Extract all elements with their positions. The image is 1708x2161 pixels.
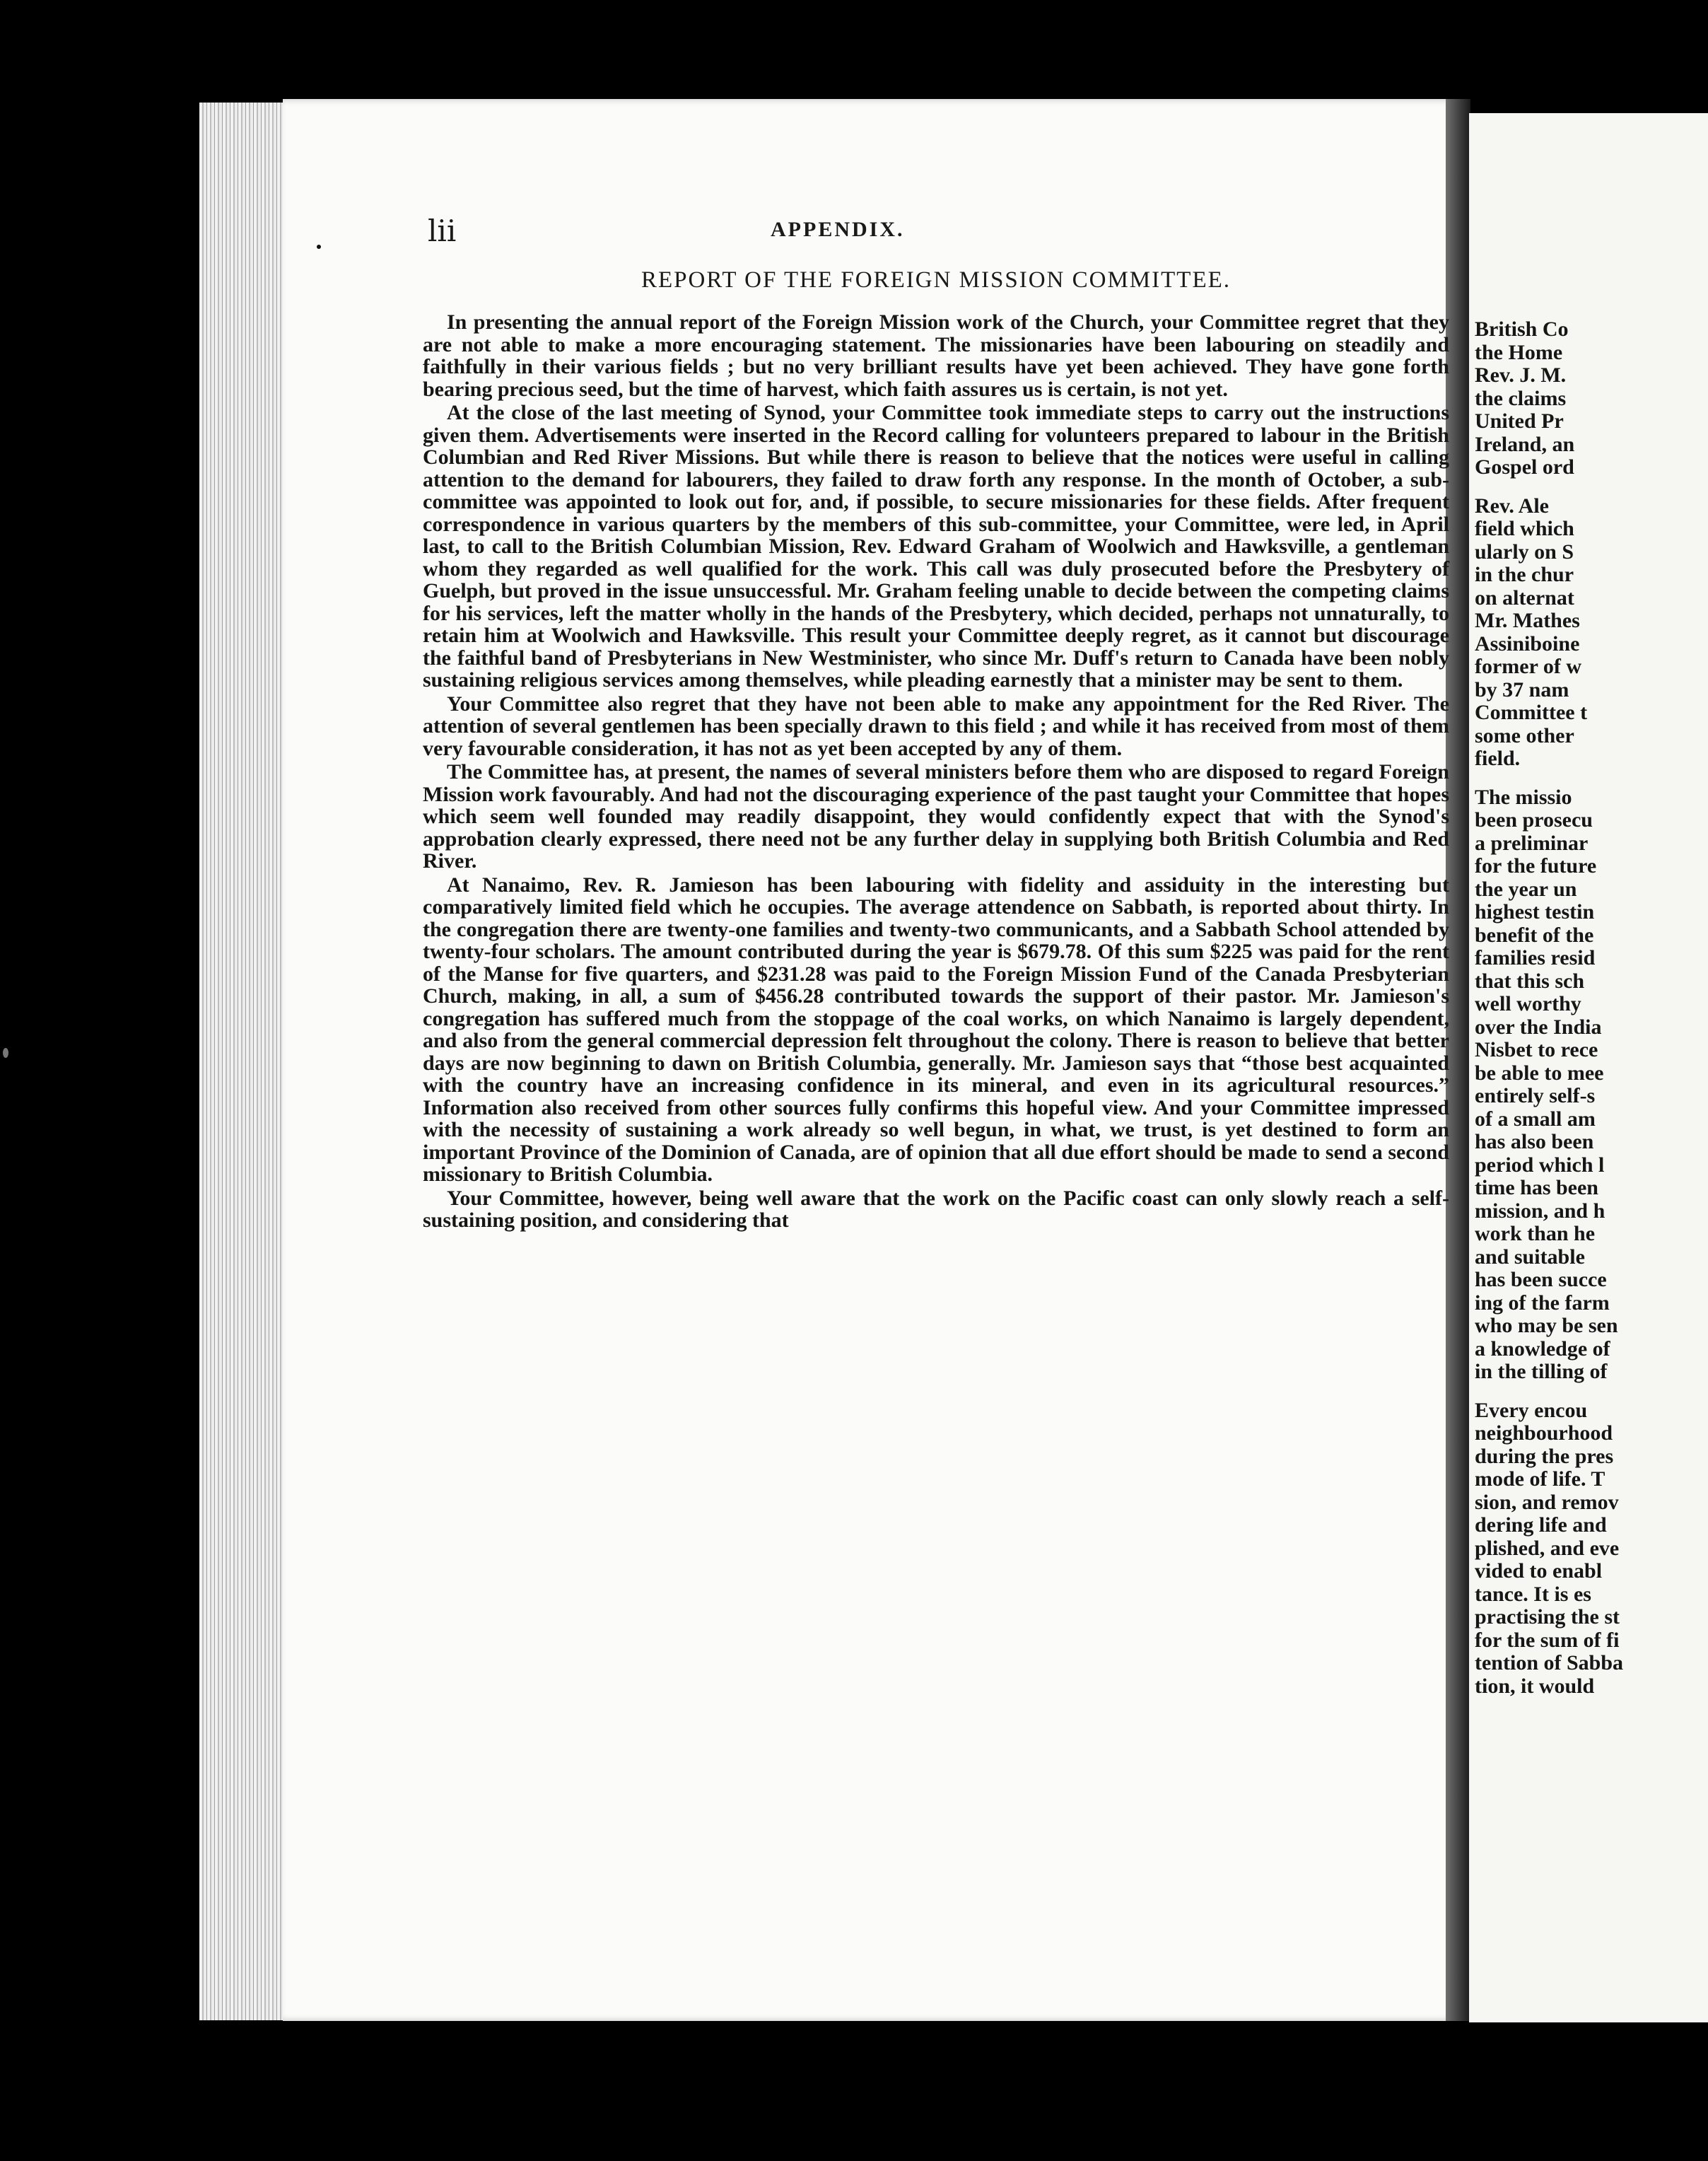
right-page-line: that this sch bbox=[1475, 969, 1585, 993]
paragraph: Your Committee also regret that they have not been able to make any appointment for the Red River. The attention of several gentlemen has been specially drawn to this field ; and while it has received from most of them very favourable consideration, it has not as yet been accepted by any of them. bbox=[423, 692, 1449, 760]
right-page-line: former of w bbox=[1475, 655, 1582, 678]
right-page-line: Rev. J. M. bbox=[1475, 363, 1567, 387]
right-page-line: Every encou bbox=[1475, 1398, 1588, 1422]
right-page-line: United Pr bbox=[1475, 409, 1564, 433]
right-page-line: in the tilling of bbox=[1475, 1360, 1608, 1383]
report-title: REPORT OF THE FOREIGN MISSION COMMITTEE. bbox=[640, 267, 1232, 293]
dust-speck bbox=[3, 1048, 8, 1058]
page-header bbox=[0, 214, 1708, 256]
right-page-line: in the chur bbox=[1475, 563, 1574, 586]
paragraph-gap bbox=[1475, 479, 1708, 495]
right-page-line: ing of the farm bbox=[1475, 1291, 1610, 1315]
right-page-line: neighbourhood bbox=[1475, 1421, 1613, 1445]
right-page-line: field. bbox=[1475, 747, 1521, 770]
right-page-line: over the India bbox=[1475, 1015, 1602, 1039]
right-page-line: work than he bbox=[1475, 1222, 1596, 1245]
right-page-line: a preliminar bbox=[1475, 831, 1589, 855]
right-page-line: well worthy bbox=[1475, 992, 1581, 1015]
right-page-line: Rev. Ale bbox=[1475, 494, 1549, 518]
paragraph: The Committee has, at present, the names of several ministers before them who are disposed to regard Foreign Mission work favourably. And had not the discouraging experience of the past taught your Committee that hopes which seem well founded may readily disappoint, they would confidently expect that with the Synod's approbation clearly expressed, there need not be any further delay in supplying both British Columbia and Red River. bbox=[423, 760, 1449, 873]
paragraph: Your Committee, however, being well aware that the work on the Pacific coast can only slowly reach a self-sustaining position, and considering that bbox=[423, 1186, 1449, 1232]
paragraph-gap bbox=[1475, 1384, 1708, 1399]
right-page-line: mode of life. T bbox=[1475, 1467, 1605, 1491]
right-page-line: during the pres bbox=[1475, 1444, 1614, 1468]
page-number: lii bbox=[428, 214, 457, 248]
right-page-line: Ireland, an bbox=[1475, 432, 1575, 456]
right-page-line: a knowledge of bbox=[1475, 1336, 1610, 1361]
right-page-line: Nisbet to rece bbox=[1475, 1038, 1598, 1061]
right-page-line: on alternat bbox=[1475, 586, 1574, 610]
right-page-line: by 37 nam bbox=[1475, 677, 1569, 701]
right-page-line: has also been bbox=[1475, 1130, 1594, 1153]
right-page-line: Committee t bbox=[1475, 701, 1588, 724]
paragraph: In presenting the annual report of the Foreign Mission work of the Church, your Committee regret that they are not able to make a more encouraging statement. The missionaries have been labouring on steadily and faithfully in their various fields ; but no very brilliant results have yet been achieved. They have gone forth bearing precious seed, but the time of harvest, which faith assures us is certain, is not yet. bbox=[423, 310, 1449, 401]
right-page-line: dering life and bbox=[1475, 1513, 1607, 1537]
paragraph: At Nanaimo, Rev. R. Jamieson has been labouring with fidelity and assiduity in the interesting but comparatively limited field which he occupies. The average attendence on Sabbath, is reported about thirty. In the congregation there are twenty-one families and twenty-two communicants, and a Sabbath School attended by twenty-four scholars. The amount contributed during the year is $679.78. Of this sum $225 was paid for the rent of the Manse for five quarters, and $231.28 was paid to the Foreign Mission Fund of the Canada Presbyterian Church, making, in all, a sum of $456.28 contributed towards the support of their pastor. Mr. Jamieson's congregation has suffered much from the stoppage of the coal works, on which Nanaimo is largely dependent, and also from the general commercial depression felt throughout the colony. There is reason to believe that better days are now beginning to dawn on British Columbia, generally. Mr. Jamieson says that “those best acquainted with the country have an increasing confidence in its mineral, and even in its agricultural resources.” Information also received from other sources fully confirms this hopeful view. And your Committee impressed with the necessity of sustaining a work already so well begun, in what, we trust, is yet destined to form an important Province of the Dominion of Canada, are of opinion that all due effort should be made to send a second missionary to British Columbia. bbox=[423, 873, 1449, 1186]
right-page-line: and suitable bbox=[1475, 1245, 1585, 1269]
right-page-line: has been succe bbox=[1475, 1268, 1607, 1291]
right-page-line: tance. It is es bbox=[1475, 1582, 1591, 1606]
right-page-line: highest testin bbox=[1475, 900, 1595, 924]
right-page-line: some other bbox=[1475, 723, 1574, 747]
right-page-line: Mr. Mathes bbox=[1475, 609, 1580, 632]
right-page-line: entirely self-s bbox=[1475, 1084, 1596, 1107]
right-page-text bbox=[1475, 318, 1708, 1698]
paragraph: At the close of the last meeting of Synod, your Committee took immediate steps to carry out the instructions given them. Advertisements were inserted in the Record calling for volunteers prepared to labour in the British Columbian and Red River Missions. But while there is reason to believe that the notices were useful in calling attention to the demand for labourers, they failed to draw forth any response. In the month of October, a sub-committee was appointed to look out for, and, if possible, to secure missionaries for these fields. After frequent correspondence in various quarters by the members of this sub-committee, your Committee, were led, in April last, to call to the British Columbian Mission, Rev. Edward Graham of Woolwich and Hawksville, a gentleman whom they regarded as well qualified for the work. This call was duly prosecuted before the Presbytery of Guelph, but proved in the issue unsuccessful. Mr. Graham feeling unable to decide between the competing claims for his services, left the matter wholly in the hands of the Presbytery, which decided, perhaps not unnaturally, to retain him at Woolwich and Hawksville. This result your Committee deeply regret, as it cannot but discourage the faithful band of Presbyterians in New Westminister, who since Mr. Duff's return to Canada have been nobly sustaining religious services among themselves, while pleading earnestly that a minister may be sent to them. bbox=[423, 401, 1449, 692]
right-page-line: mission, and h bbox=[1475, 1199, 1605, 1223]
book-gutter bbox=[1446, 99, 1470, 2021]
right-page-line: tion, it would bbox=[1475, 1674, 1595, 1698]
right-page-line: practising the st bbox=[1475, 1605, 1620, 1629]
right-page-line: the claims bbox=[1475, 386, 1567, 410]
right-page-line: of a small am bbox=[1475, 1107, 1596, 1131]
right-page-line: The missio bbox=[1475, 785, 1572, 809]
report-body bbox=[423, 311, 1449, 1233]
paragraph-gap bbox=[1475, 771, 1708, 786]
right-page-line: British Co bbox=[1475, 318, 1569, 341]
right-page-line: sion, and remov bbox=[1475, 1490, 1619, 1514]
running-head: APPENDIX. bbox=[771, 218, 905, 241]
right-page-line: the year un bbox=[1475, 877, 1577, 901]
right-page-line: tention of Sabba bbox=[1475, 1651, 1624, 1674]
right-page-line: the Home bbox=[1475, 340, 1563, 364]
right-page-line: Assiniboine bbox=[1475, 631, 1580, 656]
right-page-line: field which bbox=[1475, 517, 1574, 540]
right-page-line: vided to enabl bbox=[1475, 1559, 1603, 1583]
right-page-line: for the future bbox=[1475, 854, 1597, 878]
right-page-line: time has been bbox=[1475, 1176, 1598, 1199]
right-page-line: families resid bbox=[1475, 946, 1596, 969]
right-page-line: who may be sen bbox=[1475, 1314, 1618, 1337]
right-page-line: Gospel ord bbox=[1475, 455, 1574, 479]
right-page-line: period which l bbox=[1475, 1153, 1605, 1177]
right-page-line: for the sum of fi bbox=[1475, 1628, 1620, 1652]
right-page-line: benefit of the bbox=[1475, 923, 1594, 947]
right-page-line: been prosecu bbox=[1475, 808, 1593, 832]
page-edges bbox=[199, 103, 284, 2020]
right-page-line: be able to mee bbox=[1475, 1061, 1604, 1085]
right-page-line: plished, and eve bbox=[1475, 1536, 1620, 1560]
right-page-line: ularly on S bbox=[1475, 540, 1574, 564]
